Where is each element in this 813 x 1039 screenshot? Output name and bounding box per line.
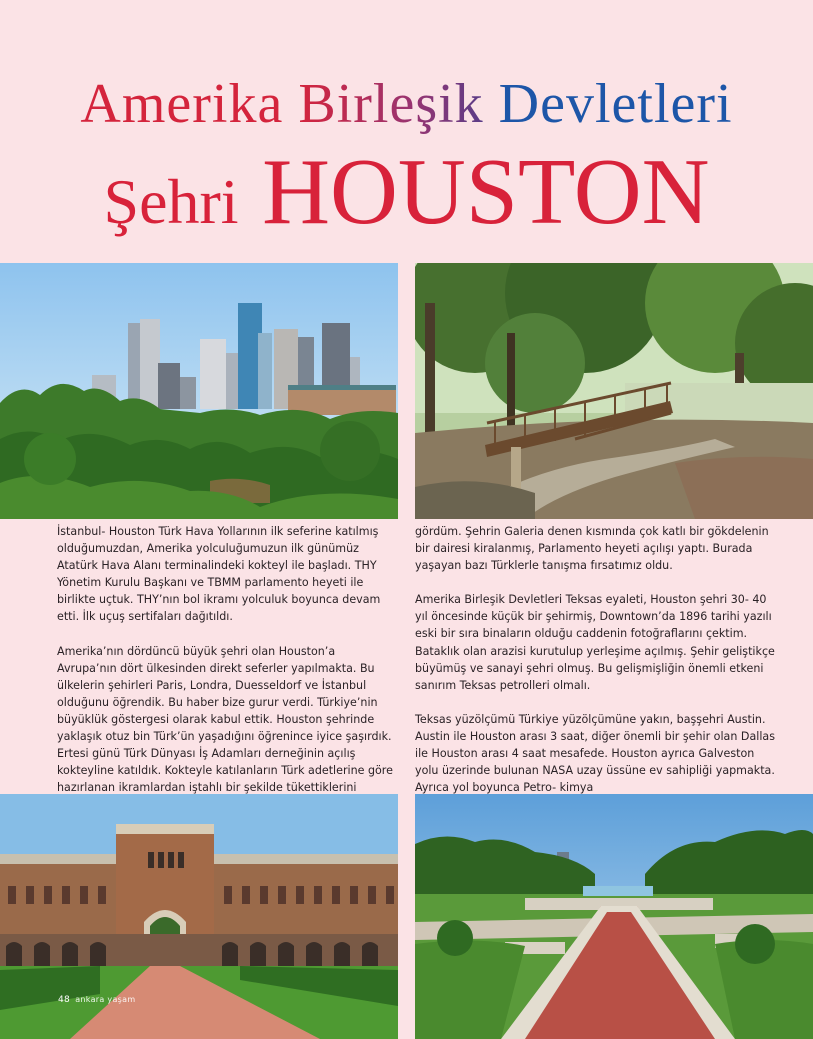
- article-column-right: [415, 523, 775, 813]
- headline-word-devletleri: Devletleri: [498, 73, 733, 135]
- paragraph: gördüm. Şehrin Galeria denen kısmında çok katlı bir gökdelenin bir dairesi kiralanmış, Parlamento heyeti açılışı yaptı. Burada yaşayan bazı Türklerle tanışma fırsatımız oldu.: [415, 525, 769, 573]
- photo-houston-skyline: [0, 263, 398, 519]
- headline-line-1: [0, 74, 813, 134]
- magazine-name: ankara yaşam: [75, 995, 136, 1004]
- paragraph: Amerika’nın dördüncü büyük şehri olan Houston’a Avrupa’nın dört ülkesinden direkt seferler yapılmakta. Bu ülkelerin şehirleri Paris, Londra, Duesseldorf ve İstanbul olduğunu öğrendik. Bu haber bize gurur verdi. Türkiye’nin büyüklük göstergesi olarak kabul ettik. Houston şehrinde yaklaşık otuz bin Türk’ün yaşadığını öğrenince iyice şaşırdık. Ertesi günü Türk Dünyası İş Adamları derneğinin açılış kokteyline katıldık. Kokteyle katılanların Türk adetlerine göre hazırlanan ikramlardan iştahlı bir şekilde tükettiklerini: [57, 644, 393, 795]
- article-column-left: [57, 523, 395, 813]
- page-number: 48: [58, 995, 71, 1005]
- headline-word-amerika: Amerika: [80, 73, 284, 135]
- headline-word-birlesik: Birleşik: [298, 73, 484, 135]
- paragraph: Amerika Birleşik Devletleri Teksas eyaleti, Houston şehri 30- 40 yıl öncesinde küçük bir şehirmiş, Downtown’da 1896 tarihi yazılı eski bir sıra binaların olduğu caddenin fotoğraflarını çektim. Bataklık olan arazisi kurutulup yerleşime açılmış. Şehir geliştikçe büyümüş ve sanayi şehri olmuş. Bu gelişmişliğin önemli etkeni sanırım Teksas petrolleri olmalı.: [415, 593, 775, 692]
- photo-reflection-pool: [415, 794, 813, 1039]
- page-footer: [58, 995, 135, 1005]
- headline-line-2: [0, 142, 813, 252]
- paragraph: İstanbul- Houston Türk Hava Yollarının ilk seferine katılmış olduğumuzdan, Amerika yolculuğumuzun ilk günümüz Atatürk Hava Alanı terminalindeki kokteyl ile başladı. THY Yönetim Kurulu Başkanı ve TBMM parlamento heyeti ile birlikte uçtuk. THY’nın bol ikramı yolculuk boyunca devam etti. İlk uçuş sertifaları dağıtıldı.: [57, 525, 381, 624]
- headline-word-houston: HOUSTON: [262, 140, 710, 244]
- headline-word-sehri: Şehri: [103, 166, 239, 237]
- paragraph: Teksas yüzölçümü Türkiye yüzölçümüne yakın, başşehri Austin. Austin ile Houston arası 3 saat, diğer önemli bir şehir olan Dallas ile Houston arası 4 saat mesafede. Houston ayrıca Galveston yolu üzerinde bulunan NASA uzay üssüne ev sahipliği yapmakta. Ayrıca yol boyunca Petro- kimya: [415, 712, 775, 795]
- photo-park-bridge: [415, 263, 813, 519]
